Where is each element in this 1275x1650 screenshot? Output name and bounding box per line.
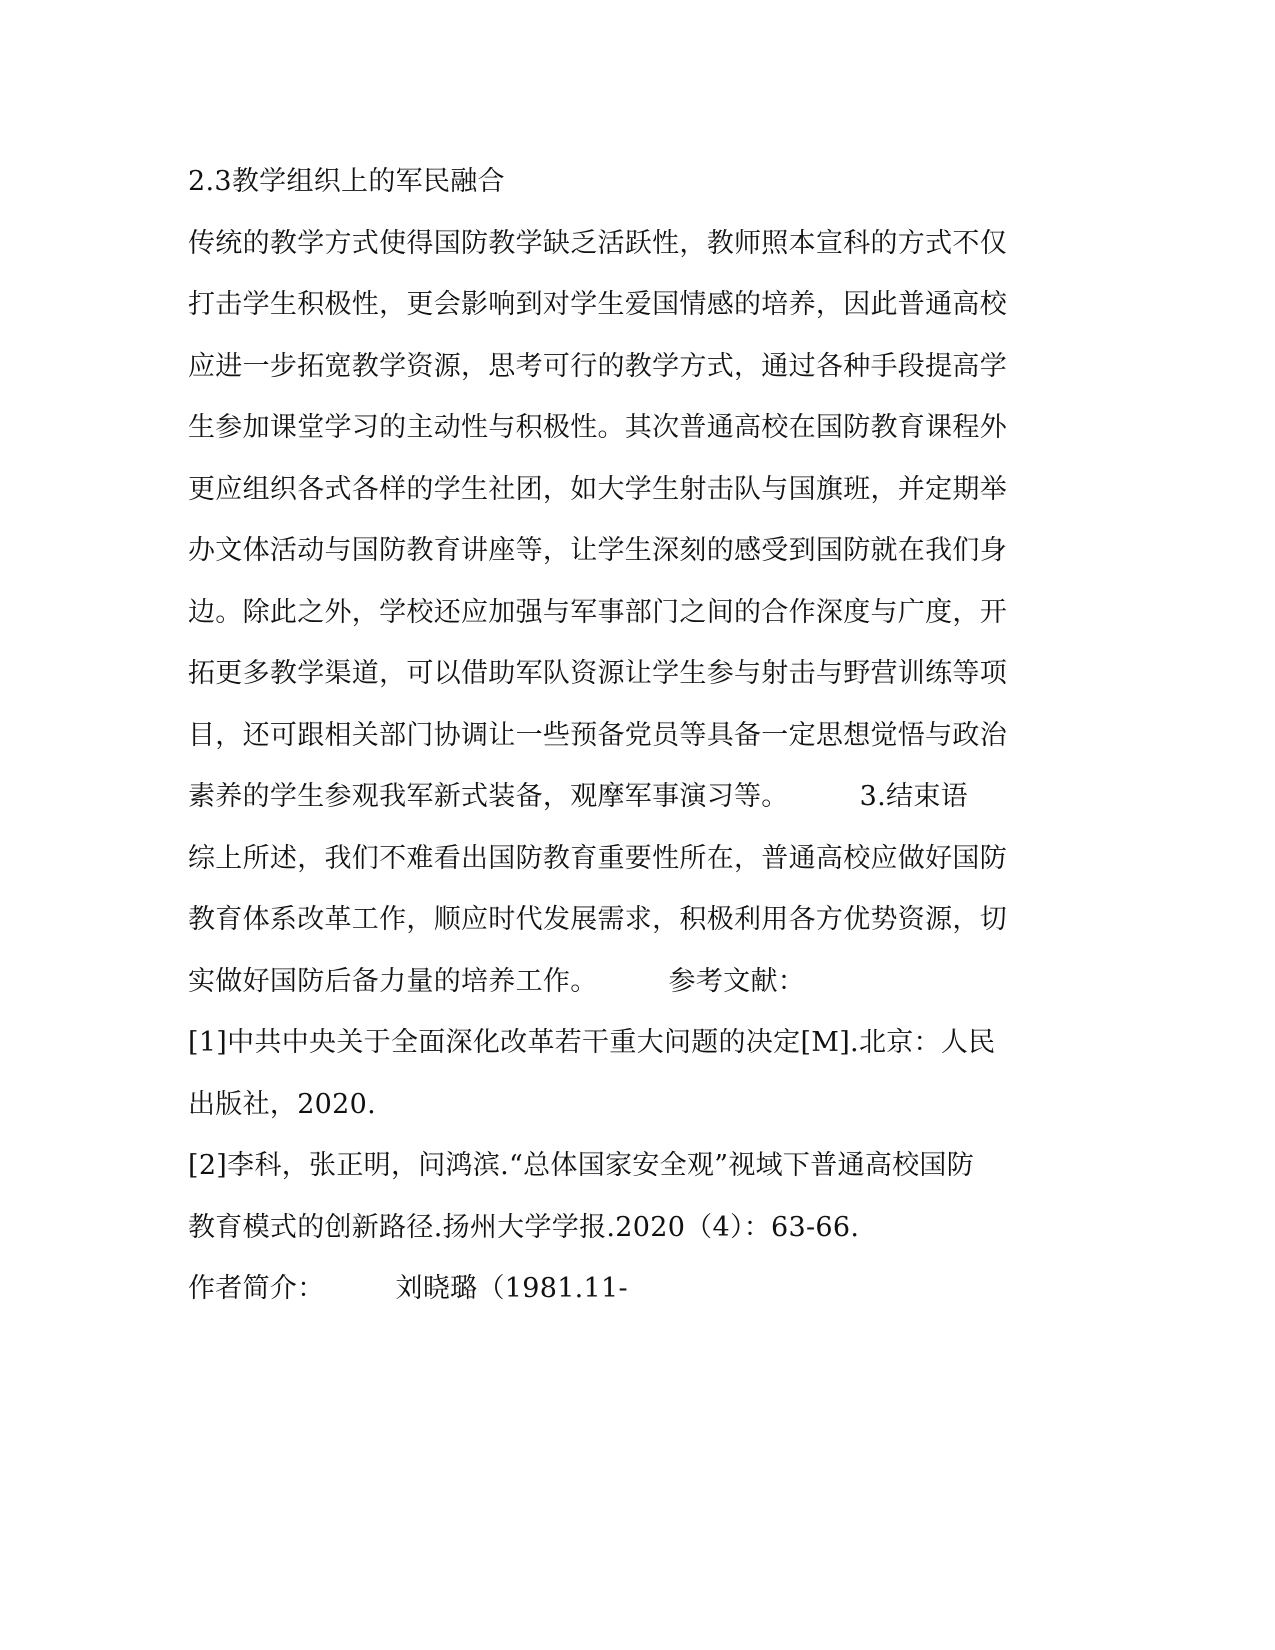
body-text-line: 教育体系改革工作，顺应时代发展需求，积极利用各方优势资源，切 bbox=[188, 904, 1007, 935]
body-text-line: 生参加课堂学习的主动性与积极性。其次普通高校在国防教育课程外 bbox=[188, 412, 1007, 443]
body-text-line: 打击学生积极性，更会影响到对学生爱国情感的培养，因此普通高校 bbox=[188, 289, 1007, 320]
reference-2-line-1: [2]李科，张正明，问鸿滨.“总体国家安全观”视域下普通高校国防 bbox=[188, 1150, 975, 1181]
body-text-line: 办文体活动与国防教育讲座等，让学生深刻的感受到国防就在我们身 bbox=[188, 535, 1007, 566]
body-text-line: 传统的教学方式使得国防教学缺乏活跃性，教师照本宣科的方式不仅 bbox=[188, 228, 1007, 259]
body-text-line: 更应组织各式各样的学生社团，如大学生射击队与国旗班，并定期举 bbox=[188, 474, 1007, 505]
reference-1-line-2: 出版社，2020. bbox=[188, 1089, 376, 1120]
body-text-line: 拓更多教学渠道，可以借助军队资源让学生参与射击与野营训练等项 bbox=[188, 658, 1007, 689]
body-text-line: 目，还可跟相关部门协调让一些预备党员等具备一定思想觉悟与政治 bbox=[188, 720, 1007, 751]
body-text-line-with-references-heading: 实做好国防后备力量的培养工作。 参考文献： bbox=[188, 966, 806, 997]
reference-2-line-2: 教育模式的创新路径.扬州大学学报.2020（4）：63-66. bbox=[188, 1212, 860, 1243]
reference-1-line-1: [1]中共中央关于全面深化改革若干重大问题的决定[M].北京：人民 bbox=[188, 1027, 996, 1058]
body-text-line: 应进一步拓宽教学资源，思考可行的教学方式，通过各种手段提高学 bbox=[188, 351, 1007, 382]
body-text-line-with-conclusion-heading: 素养的学生参观我军新式装备，观摩军事演习等。 3.结束语 bbox=[188, 781, 968, 812]
body-text-line: 综上所述，我们不难看出国防教育重要性所在，普通高校应做好国防 bbox=[188, 843, 1007, 874]
author-bio-line: 作者简介： 刘晓璐（1981.11- bbox=[188, 1273, 628, 1304]
section-heading-2-3: 2.3教学组织上的军民融合 bbox=[188, 166, 505, 197]
body-text-line: 边。除此之外，学校还应加强与军事部门之间的合作深度与广度，开 bbox=[188, 597, 1007, 628]
